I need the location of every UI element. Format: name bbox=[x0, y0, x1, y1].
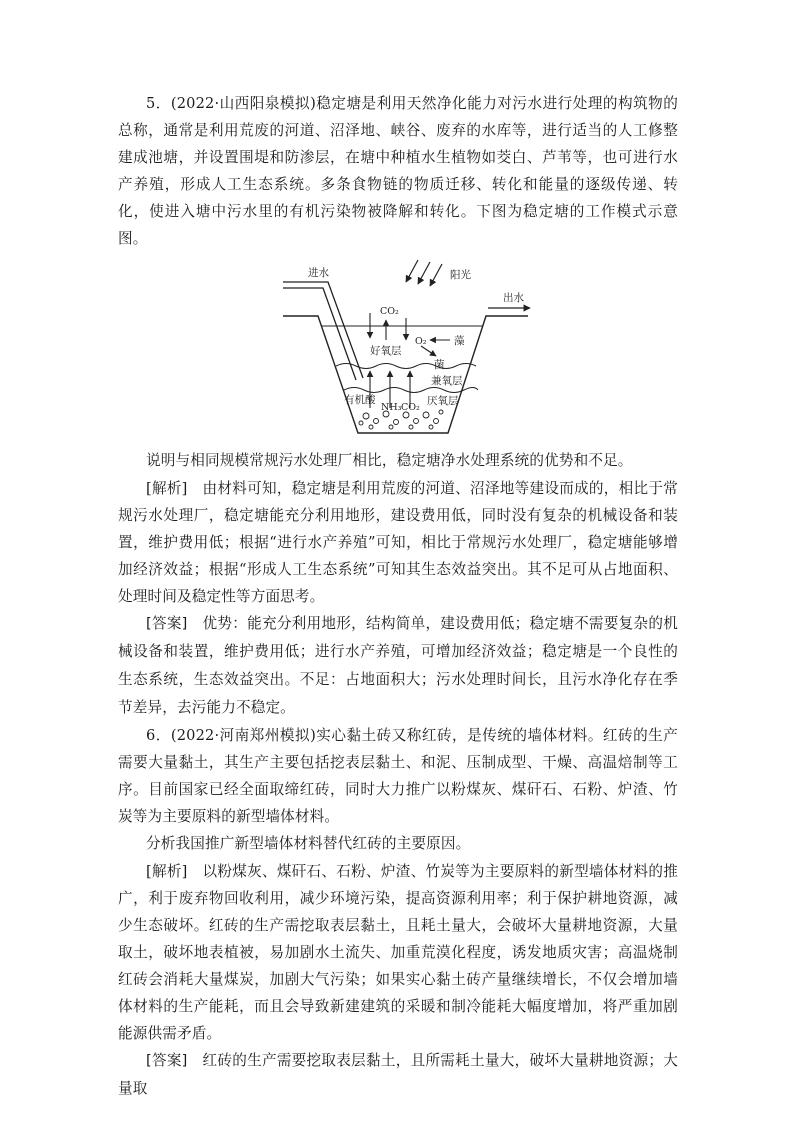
sunlight-arrows bbox=[406, 260, 442, 286]
organic-acid-label: 有机酸 bbox=[344, 394, 376, 406]
facultative-label: 兼氧层 bbox=[431, 375, 463, 387]
aerobic-label: 好氧层 bbox=[370, 345, 402, 357]
co2-bottom-label: CO₂ bbox=[401, 402, 420, 413]
question-number: 5． bbox=[146, 95, 171, 112]
nh3-label: NH₃ bbox=[381, 402, 402, 413]
page-content bbox=[118, 90, 678, 1103]
o2-label: O₂ bbox=[415, 336, 427, 347]
analysis-text: 以粉煤灰、煤矸石、石粉、炉渣、竹炭等为主要原料的新型墙体材料的推广，利于废弃物回收利用，减少环境污染，提高资源利用率；利于保护耕地资源，减少生态破坏。红砖的生产需挖取表层黏土，且耗土量大，会破坏大量耕地资源，大量取土，破坏地表植被，易加剧水土流失、加重荒漠化程度，诱发地质灾害；高温烧制红砖会消耗大量煤炭，加剧大气污染；如果实心黏土砖产量继续增长，不仅会增加墙体材料的生产能耗，而且会导致新建建筑的采暖和制冷能耗大幅度增加，将严重加剧能源供需矛盾。 bbox=[118, 863, 678, 1042]
outflow-label: 出水 bbox=[503, 292, 524, 304]
bacteria-label: 菌 bbox=[434, 359, 445, 371]
analysis-label: [解析] bbox=[146, 480, 188, 497]
sunlight-label: 阳光 bbox=[450, 269, 471, 281]
anaerobic-boundary bbox=[344, 388, 478, 393]
question-6-answer bbox=[118, 1047, 678, 1103]
answer-text: 红砖的生产需要挖取表层黏土，且所需耗土量大，破坏大量耕地资源；大量取 bbox=[118, 1052, 678, 1097]
question-6-stem bbox=[118, 722, 678, 830]
question-5-stem bbox=[118, 90, 678, 252]
question-body: 实心黏土砖又称红砖，是传统的墙体材料。红砖的生产需要大量黏土，其生产主要包括挖表层黏土、和泥、压制成型、干燥、高温焙制等工序。目前国家已经全面取缔红砖，同时大力推广以粉煤灰、煤矸石、石粉、炉渣、竹炭等为主要原料的新型墙体材料。 bbox=[118, 727, 678, 825]
question-source: (2022·河南郑州模拟) bbox=[170, 727, 316, 744]
question-5-analysis bbox=[118, 475, 678, 610]
algae-label: 藻 bbox=[454, 335, 465, 347]
inflow-label: 进水 bbox=[308, 267, 329, 279]
question-number: 6． bbox=[146, 727, 171, 744]
answer-text: 优势：能充分利用地形，结构简单，建设费用低；稳定塘不需要复杂的机械设备和装置，维护费用低；进行水产养殖，可增加经济效益；稳定塘是一个良性的生态系统，生态效益突出。不足：占地面积大；污水处理时间长，且污水净化存在季节差异，去污能力不稳定。 bbox=[118, 615, 678, 716]
diagram-svg bbox=[118, 258, 678, 443]
stabilization-pond-diagram bbox=[118, 258, 678, 443]
question-6-prompt: 分析我国推广新型墙体材料替代红砖的主要原因。 bbox=[146, 835, 471, 852]
analysis-text: 由材料可知，稳定塘是利用荒废的河道、沼泽地等建设而成的，相比于常规污水处理厂，稳定塘能充分利用地形，建设费用低，同时没有复杂的机械设备和装置，维护费用低；根据“进行水产养殖”可知，相比于常规污水处理厂，稳定塘能够增加经济效益；根据“形成人工生态系统”可知其生态效益突出。其不足可从占地面积、处理时间及稳定性等方面思考。 bbox=[118, 480, 678, 605]
analysis-label: [解析] bbox=[146, 863, 188, 880]
question-6-analysis bbox=[118, 858, 678, 1047]
anaerobic-label: 厌氧层 bbox=[427, 395, 459, 407]
answer-label: [答案] bbox=[146, 1052, 188, 1069]
question-body: 稳定塘是利用天然净化能力对污水进行处理的构筑物的总称，通常是利用荒废的河道、沼泽地、峡谷、废弃的水库等，进行适当的人工修整建成池塘，并设置围堤和防渗层，在塘中种植水生植物如茭白、芦苇等，也可进行水产养殖，形成人工生态系统。多条食物链的物质迁移、转化和能量的逐级传递、转化，使进入塘中污水里的有机污染物被降解和转化。下图为稳定塘的工作模式示意图。 bbox=[118, 95, 678, 247]
question-source: (2022·山西阳泉模拟) bbox=[170, 95, 316, 112]
question-5-answer bbox=[118, 610, 678, 722]
co2-top-label: CO₂ bbox=[380, 306, 399, 317]
o2-to-bacteria-arrow bbox=[421, 346, 436, 356]
answer-label: [答案] bbox=[146, 615, 188, 632]
question-5-prompt: 说明与相同规模常规污水处理厂相比，稳定塘净水处理系统的优势和不足。 bbox=[146, 452, 633, 469]
aerobic-boundary bbox=[336, 364, 476, 369]
